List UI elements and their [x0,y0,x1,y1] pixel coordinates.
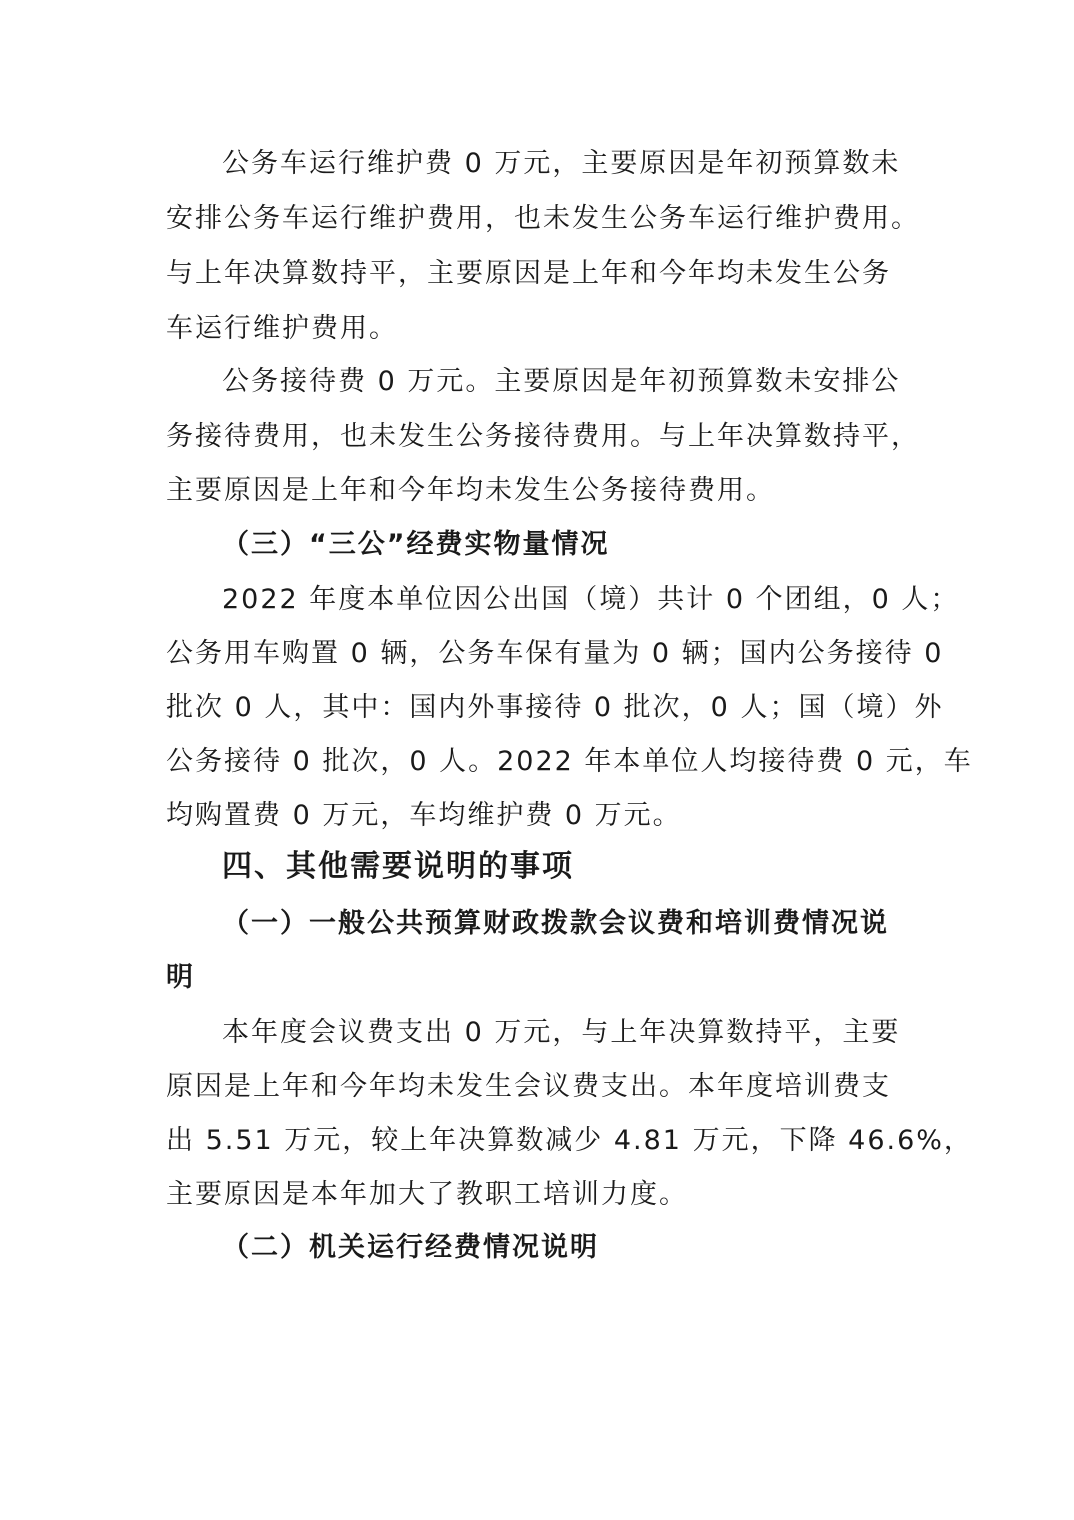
paragraph-line: 公务车运行维护费 0 万元，主要原因是年初预算数未 [222,148,901,179]
paragraph-line: 车运行维护费用。 [166,313,398,344]
section-heading: 四、其他需要说明的事项 [222,849,574,884]
paragraph-line: 安排公务车运行维护费用，也未发生公务车运行维护费用。 [166,203,920,234]
subsection-heading: （二）机关运行经费情况说明 [222,1232,599,1263]
paragraph-line: 公务接待 0 批次，0 人。2022 年本单位人均接待费 0 元，车 [166,746,973,777]
subsection-heading: （一）一般公共预算财政拨款会议费和培训费情况说 [222,908,889,939]
paragraph-line: 主要原因是本年加大了教职工培训力度。 [166,1179,688,1210]
subsection-heading: （三）“三公”经费实物量情况 [222,529,610,560]
paragraph-line: 与上年决算数持平，主要原因是上年和今年均未发生公务 [166,258,891,289]
subsection-heading-continued: 明 [166,962,195,993]
paragraph-line: 2022 年度本单位因公出国（境）共计 0 个团组，0 人； [222,584,960,615]
paragraph-line: 务接待费用，也未发生公务接待费用。与上年决算数持平， [166,421,920,452]
paragraph-line: 批次 0 人，其中：国内外事接待 0 批次，0 人；国（境）外 [166,692,944,723]
paragraph-line: 均购置费 0 万元，车均维护费 0 万元。 [166,800,682,831]
paragraph-line: 公务接待费 0 万元。主要原因是年初预算数未安排公 [222,366,901,397]
paragraph-line: 本年度会议费支出 0 万元，与上年决算数持平，主要 [222,1017,901,1048]
paragraph-line: 原因是上年和今年均未发生会议费支出。本年度培训费支 [166,1071,891,1102]
paragraph-line: 公务用车购置 0 辆，公务车保有量为 0 辆；国内公务接待 0 [166,638,944,669]
paragraph-line: 主要原因是上年和今年均未发生公务接待费用。 [166,475,775,506]
paragraph-line: 出 5.51 万元，较上年决算数减少 4.81 万元，下降 46.6%， [166,1125,973,1156]
